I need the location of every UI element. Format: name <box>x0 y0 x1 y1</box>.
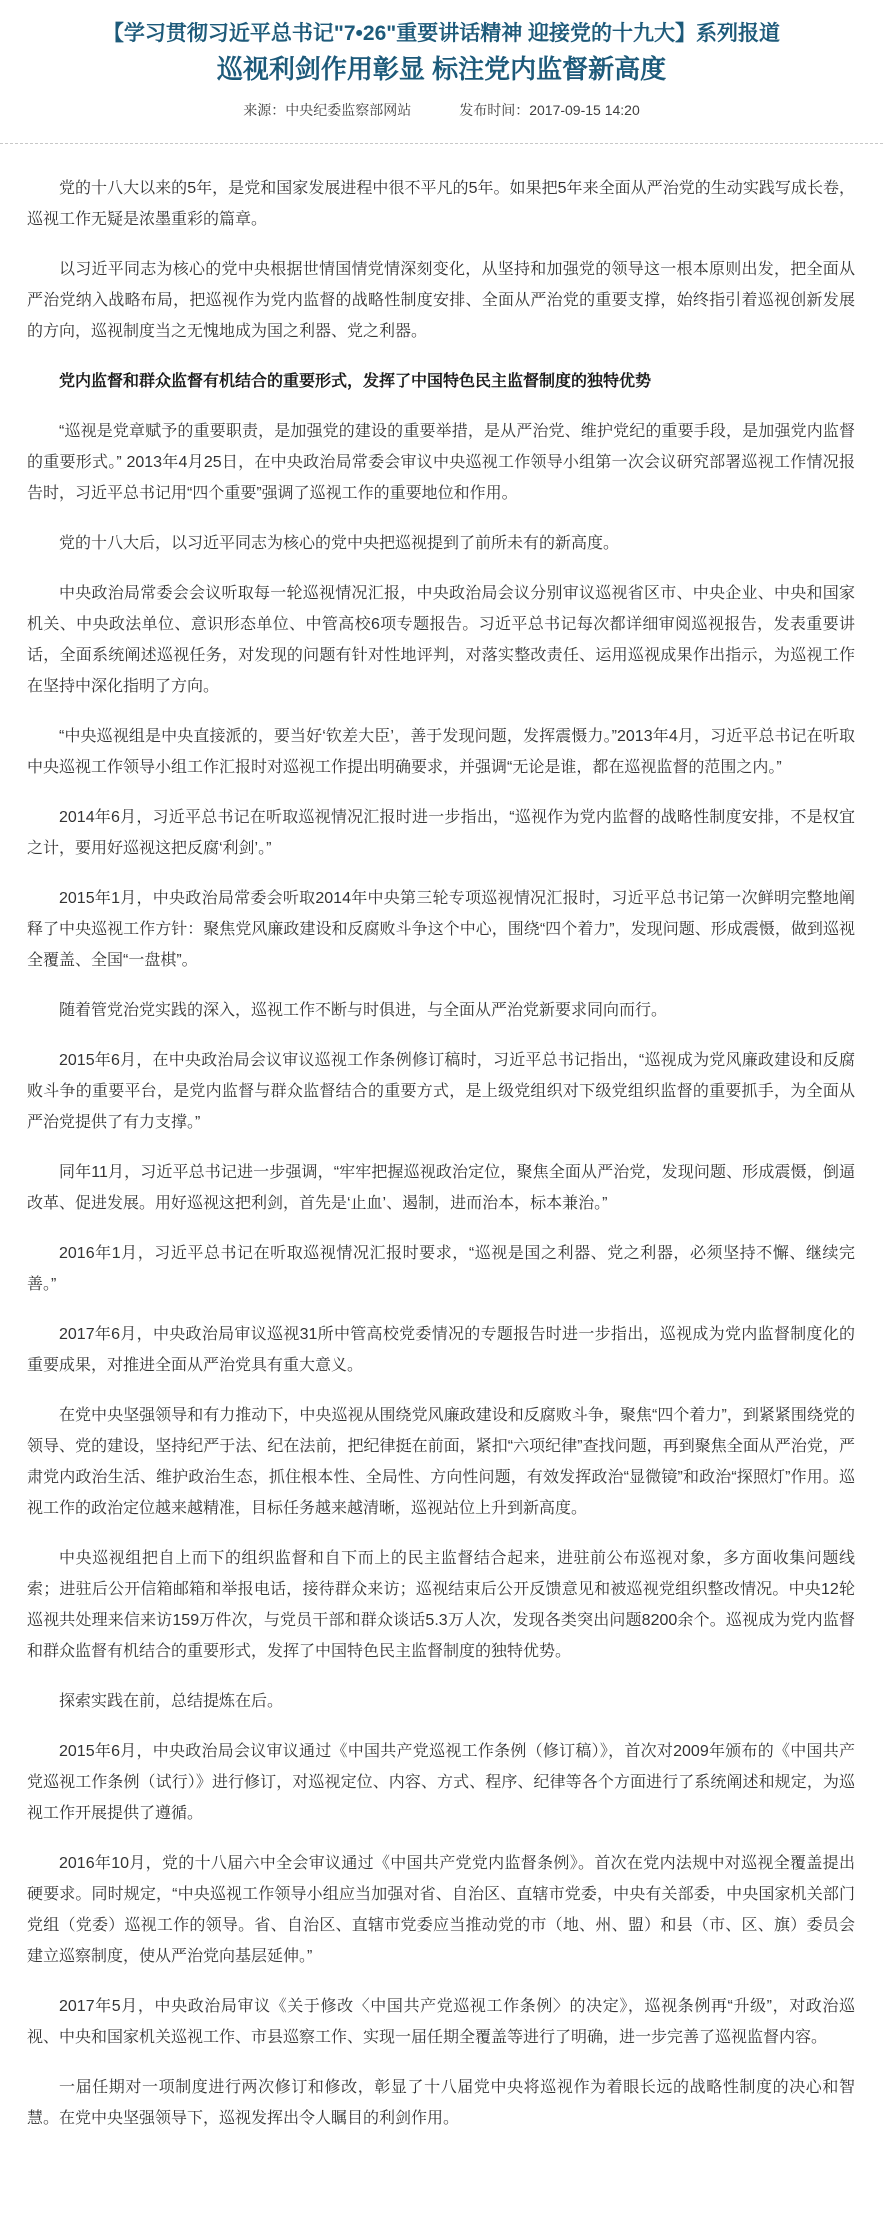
section-heading: 党内监督和群众监督有机结合的重要形式，发挥了中国特色民主监督制度的独特优势 <box>59 372 652 390</box>
paragraph: 2015年1月，中央政治局常委会听取2014年中央第三轮专项巡视情况汇报时，习近平总书记第一次鲜明完整地阐释了中央巡视工作方针：聚焦党风廉政建设和反腐败斗争这个中心，围绕“四个着力”，发现问题、形成震慑，做到巡视全覆盖、全国“一盘棋”。 <box>27 889 855 969</box>
article-main-title: 巡视利剑作用彰显 标注党内监督新高度 <box>216 54 667 85</box>
paragraph: 在党中央坚强领导和有力推动下，中央巡视从围绕党风廉政建设和反腐败斗争，聚焦“四个着力”，到紧紧围绕党的领导、党的建设，坚持纪严于法、纪在法前，把纪律挺在前面，紧扣“六项纪律”查找问题，再到聚焦全面从严治党，严肃党内政治生活、维护政治生态，抓住根本性、全局性、方向性问题，有效发挥政治“显微镜”和政治“探照灯”作用。巡视工作的政治定位越来越精准，目标任务越来越清晰，巡视站位上升到新高度。 <box>27 1406 855 1517</box>
paragraph: 党的十八大后，以习近平同志为核心的党中央把巡视提到了前所未有的新高度。 <box>59 534 620 552</box>
paragraph: 2015年6月，在中央政治局会议审议巡视工作条例修订稿时，习近平总书记指出，“巡视成为党风廉政建设和反腐败斗争的重要平台，是党内监督与群众监督结合的重要方式，是上级党组织对下级党组织监督的重要抓手，为全面从严治党提供了有力支撑。” <box>27 1051 855 1131</box>
paragraph: 党的十八大以来的5年，是党和国家发展进程中很不平凡的5年。如果把5年来全面从严治党的生动实践写成长卷，巡视工作无疑是浓墨重彩的篇章。 <box>27 179 855 228</box>
paragraph: 2015年6月，中央政治局会议审议通过《中国共产党巡视工作条例（修订稿）》，首次对2009年颁布的《中国共产党巡视工作条例（试行）》进行修订，对巡视定位、内容、方式、程序、纪律等各个方面进行了系统阐述和规定，为巡视工作开展提供了遵循。 <box>27 1742 855 1822</box>
paragraph: 2016年1月，习近平总书记在听取巡视情况汇报时要求，“巡视是国之利器、党之利器，必须坚持不懈、继续完善。” <box>27 1244 855 1293</box>
article-series-title: 【学习贯彻习近平总书记"7•26"重要讲话精神 迎接党的十九大】系列报道 <box>102 22 781 45</box>
article-meta <box>0 102 883 119</box>
paragraph: 2017年5月，中央政治局审议《关于修改〈中国共产党巡视工作条例〉的决定》，巡视条例再“升级”，对政治巡视、中央和国家机关巡视工作、市县巡察工作、实现一届任期全覆盖等进行了明确，进一步完善了巡视监督内容。 <box>27 1997 855 2046</box>
paragraph: 2017年6月，中央政治局审议巡视31所中管高校党委情况的专题报告时进一步指出，巡视成为党内监督制度化的重要成果，对推进全面从严治党具有重大意义。 <box>27 1325 855 1374</box>
publish-time-text: 发布时间：2017-09-15 14:20 <box>459 102 640 119</box>
paragraph: 一届任期对一项制度进行两次修订和修改，彰显了十八届党中央将巡视作为着眼长远的战略性制度的决心和智慧。在党中央坚强领导下，巡视发挥出令人瞩目的利剑作用。 <box>27 2078 855 2127</box>
paragraph: 中央巡视组把自上而下的组织监督和自下而上的民主监督结合起来，进驻前公布巡视对象，多方面收集问题线索；进驻后公开信箱邮箱和举报电话，接待群众来访；巡视结束后公开反馈意见和被巡视党组织整改情况。中央12轮巡视共处理来信来访159万件次，与党员干部和群众谈话5.3万人次，发现各类突出问题8200余个。巡视成为党内监督和群众监督有机结合的重要形式，发挥了中国特色民主监督制度的独特优势。 <box>27 1549 855 1660</box>
paragraph: 随着管党治党实践的深入，巡视工作不断与时俱进，与全面从严治党新要求同向而行。 <box>59 1001 668 1019</box>
paragraph: “中央巡视组是中央直接派的，要当好‘钦差大臣’，善于发现问题，发挥震慑力。”2013年4月，习近平总书记在听取中央巡视工作领导小组工作汇报时对巡视工作提出明确要求，并强调“无论是谁，都在巡视监督的范围之内。” <box>27 727 855 776</box>
article-header <box>0 0 883 119</box>
paragraph: 中央政治局常委会会议听取每一轮巡视情况汇报，中央政治局会议分别审议巡视省区市、中央企业、中央和国家机关、中央政法单位、意识形态单位、中管高校6项专题报告。习近平总书记每次都详细审阅巡视报告，发表重要讲话，全面系统阐述巡视任务，对发现的问题有针对性地评判，对落实整改责任、运用巡视成果作出指示，为巡视工作在坚持中深化指明了方向。 <box>27 584 855 695</box>
paragraph: 2014年6月，习近平总书记在听取巡视情况汇报时进一步指出，“巡视作为党内监督的战略性制度安排，不是权宜之计，要用好巡视这把反腐‘利剑’。” <box>27 808 855 857</box>
paragraph: 2016年10月，党的十八届六中全会审议通过《中国共产党党内监督条例》。首次在党内法规中对巡视全覆盖提出硬要求。同时规定，“中央巡视工作领导小组应当加强对省、自治区、直辖市党委，中央有关部委，中央国家机关部门党组（党委）巡视工作的领导。省、自治区、直辖市党委应当推动党的市（地、州、盟）和县（市、区、旗）委员会建立巡察制度，使从严治党向基层延伸。” <box>27 1854 855 1965</box>
article-body <box>0 144 883 2183</box>
source-text: 来源：中央纪委监察部网站 <box>243 102 412 119</box>
paragraph: 以习近平同志为核心的党中央根据世情国情党情深刻变化，从坚持和加强党的领导这一根本原则出发，把全面从严治党纳入战略布局，把巡视作为党内监督的战略性制度安排、全面从严治党的重要支撑，始终指引着巡视创新发展的方向，巡视制度当之无愧地成为国之利器、党之利器。 <box>27 260 855 340</box>
paragraph: 同年11月，习近平总书记进一步强调，“牢牢把握巡视政治定位，聚焦全面从严治党，发现问题、形成震慑，倒逼改革、促进发展。用好巡视这把利剑，首先是‘止血’、遏制，进而治本，标本兼治。” <box>27 1163 855 1212</box>
paragraph: “巡视是党章赋予的重要职责，是加强党的建设的重要举措，是从严治党、维护党纪的重要手段，是加强党内监督的重要形式。” 2013年4月25日，在中央政治局常委会审议中央巡视工作领导小组第一次会议研究部署巡视工作情况报告时，习近平总书记用“四个重要”强调了巡视工作的重要地位和作用。 <box>27 422 855 502</box>
paragraph: 探索实践在前，总结提炼在后。 <box>59 1692 284 1710</box>
